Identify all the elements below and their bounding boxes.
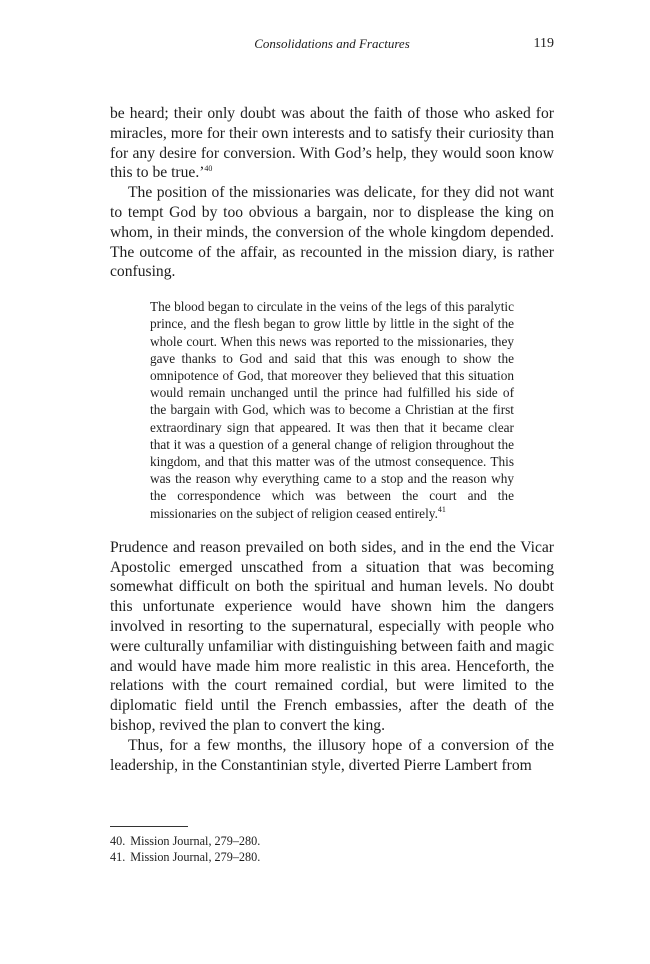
paragraph-2: The position of the missionaries was delicate, for they did not want to tempt God by too obvious a bargain, nor to displease the king on whom, in their minds, the conversion of the whole kingdom depended. The outcome of the affair, as recounted in the mission diary, is rather confusing.	[110, 184, 554, 281]
footnote-text: Mission Journal, 279–280.	[130, 850, 261, 864]
paragraph-3: Prudence and reason prevailed on both sides, and in the end the Vicar Apostolic emerged unscathed from a situation that was becoming somewhat difficult on both the spiritual and human levels. No doubt this unfortunate experience would have shown him the dangers involved in resorting to the supernatural, especially with people who were culturally unfamiliar with distinguishing between faith and magic and would have made him more realistic in this area. Henceforth, the relations with the court remained cordial, but were limited to the diplomatic field until the French embassies, after the death of the bishop, revived the plan to convert the king.	[110, 538, 554, 734]
block-quote	[150, 298, 514, 522]
paragraph-4: Thus, for a few months, the illusory hope of a conversion of the leadership, in the Constantinian style, diverted Pierre Lambert from	[110, 736, 554, 774]
running-head-title: Consolidations and Fractures	[254, 36, 410, 51]
footnote-number: 40.	[110, 834, 126, 848]
footnotes	[110, 833, 554, 865]
footnote-41	[110, 849, 554, 865]
page-number: 119	[533, 36, 554, 51]
running-head	[110, 36, 554, 56]
block-quote-text: The blood began to circulate in the veins of the legs of this paralytic prince, and the flesh began to grow little by little in the sight of the whole court. When this news was reported to the missionaries, they gave thanks to God and said that this was enough to show the omnipotence of God, that moreover they believed that this situation would remain unchanged until the prince had fulfilled his side of the bargain with God, which was to become a Christian at the first extraordinary sign that appeared. It was then that it became clear that it was a question of a general change of religion throughout the kingdom, and that this matter was of the utmost consequence. This was the reason why everything came to a stop and the reason why the correspondence which was between the court and the missionaries on the subject of religion ceased entirely.	[150, 299, 514, 521]
footnote-divider	[110, 826, 188, 827]
footnote-number: 41.	[110, 850, 126, 864]
paragraph-1-text: be heard; their only doubt was about the faith of those who asked for miracles, more for their own interests and to satisfy their curiosity than for any desire for conversion. With God’s help, they would soon know this to be true.’	[110, 105, 554, 182]
footnote-text: Mission Journal, 279–280.	[130, 834, 261, 848]
paragraph-1	[110, 104, 554, 183]
main-text	[110, 104, 554, 775]
footnote-ref-41: 41	[437, 504, 446, 514]
footnote-ref-40: 40	[204, 164, 213, 174]
footnote-40	[110, 833, 554, 849]
